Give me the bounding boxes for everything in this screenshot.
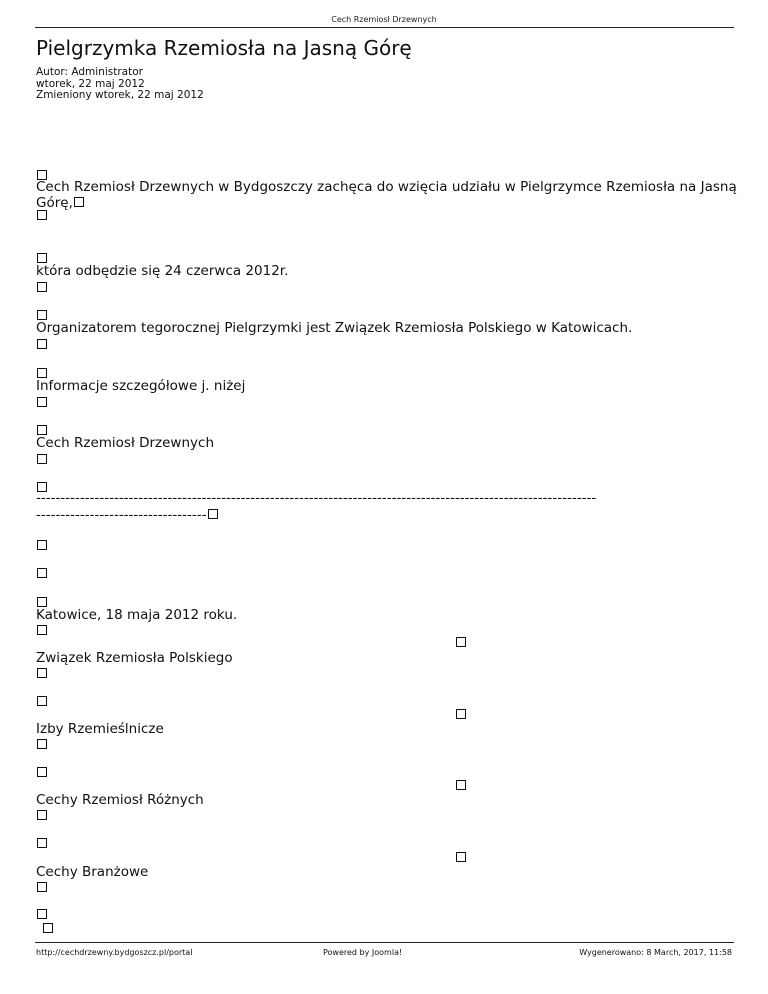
missing-glyph-box [37, 339, 47, 349]
missing-glyph-box [37, 767, 47, 777]
missing-glyph-box [37, 253, 47, 263]
article-modified: Zmieniony wtorek, 22 maj 2012 [36, 89, 204, 101]
letter-place-date: Katowice, 18 maja 2012 roku. [36, 607, 238, 623]
dashes-line1: ------------------------------------------------------------------------------------------------------------------- [36, 490, 597, 506]
missing-glyph-box [456, 637, 466, 647]
missing-glyph-box [37, 310, 47, 320]
missing-glyph-box [37, 838, 47, 848]
missing-glyph-box [37, 696, 47, 706]
missing-glyph-box [37, 568, 47, 578]
dashes-line2-text: ----------------------------------- [36, 507, 207, 523]
missing-glyph-box [37, 368, 47, 378]
para2: która odbędzie się 24 czerwca 2012r. [36, 263, 289, 279]
article-author: Autor: Administrator [36, 66, 143, 78]
missing-glyph-box [37, 210, 47, 220]
para1-line1: Cech Rzemiosł Drzewnych w Bydgoszczy zachęca do wzięcia udziału w Pielgrzymce Rzemiosła na Jasną [36, 179, 737, 195]
missing-glyph-box [37, 810, 47, 820]
recipient-2: Izby Rzemieślnicze [36, 721, 164, 737]
missing-glyph-box [208, 509, 218, 519]
dashes-line2 [36, 507, 218, 523]
missing-glyph-box [37, 909, 47, 919]
missing-glyph-box [456, 852, 466, 862]
missing-glyph-box [37, 597, 47, 607]
para4: Informacje szczegółowe j. niżej [36, 378, 246, 394]
missing-glyph-box [74, 197, 84, 207]
recipient-3: Cechy Rzemiosł Różnych [36, 792, 204, 808]
header-site-name: Cech Rzemiosł Drzewnych [331, 15, 437, 24]
article-title: Pielgrzymka Rzemiosła na Jasną Górę [36, 36, 412, 60]
article-date: wtorek, 22 maj 2012 [36, 78, 145, 90]
footer-powered: Powered by Joomla! [323, 948, 403, 957]
recipient-4: Cechy Branżowe [36, 864, 149, 880]
footer-rule [35, 942, 734, 943]
missing-glyph-box [37, 425, 47, 435]
footer-generated: Wygenerowano: 8 March, 2017, 11:58 [579, 948, 732, 957]
missing-glyph-box [456, 709, 466, 719]
para3: Organizatorem tegorocznej Pielgrzymki jest Związek Rzemiosła Polskiego w Katowicach. [36, 320, 633, 336]
missing-glyph-box [37, 282, 47, 292]
para1-line2 [36, 195, 84, 211]
header-rule [35, 27, 734, 28]
missing-glyph-box [37, 540, 47, 550]
missing-glyph-box [37, 454, 47, 464]
missing-glyph-box [37, 625, 47, 635]
missing-glyph-box [456, 780, 466, 790]
missing-glyph-box [37, 668, 47, 678]
missing-glyph-box [37, 397, 47, 407]
recipient-1: Związek Rzemiosła Polskiego [36, 650, 233, 666]
para1-line2-text: Górę, [36, 195, 73, 211]
para5: Cech Rzemiosł Drzewnych [36, 435, 214, 451]
footer-url-link[interactable]: http://cechdrzewny.bydgoszcz.pl/portal [36, 948, 193, 957]
missing-glyph-box [37, 882, 47, 892]
missing-glyph-box [37, 739, 47, 749]
missing-glyph-box [43, 923, 53, 933]
